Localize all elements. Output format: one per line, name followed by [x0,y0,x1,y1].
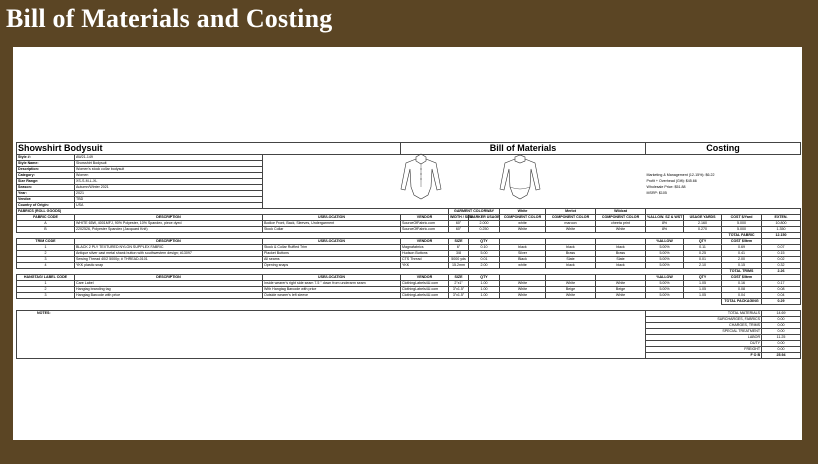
cell: White [596,293,646,299]
trim-col-cost: COST $/Item [722,239,762,245]
fabric-col-usage: USAGE YARDS [684,215,722,221]
cell: White [546,281,596,287]
trim-col-allow: %ALLOW [646,239,684,245]
cell: 0.250 [469,227,500,233]
label-col-allow: %ALLOW [646,275,684,281]
cell: SourceOfFabric.com [401,221,449,227]
cell: 3 [17,257,75,263]
cell: 1.00 [469,281,500,287]
total-packaging-label: TOTAL PACKAGING [722,299,762,305]
cell: White [500,287,546,293]
trim-col-qty2: QTY [684,239,722,245]
year-label: Year: [17,191,75,197]
cell: Care Label [75,281,263,287]
description-value: Women's stock collar bodysuit [75,167,263,173]
product-title: Showshirt Bodysuit [17,143,401,155]
style-value: AW21-149 [75,155,263,161]
cell: Beige [596,287,646,293]
bom-sheet [16,142,800,359]
cell: Hangtag branding tag [75,287,263,293]
duty-label: DUTY [646,341,762,347]
cell: 0.08 [762,287,801,293]
cell: cheeta print [596,221,646,227]
fabric-col-comp1: COMPONENT COLOR [500,215,546,221]
fob-label: F O B [646,353,762,359]
cell: YKK [401,263,449,269]
cell: BLACK 2 PLY TEXTURED NYLON SUPPLEX FABRIC [75,245,263,251]
special-treatment-value: 0.00 [762,329,801,335]
cell: 2.00 [469,263,500,269]
cell: CTS Thread [401,257,449,263]
bom-heading: Bill of Materials [401,143,646,155]
vendor-value: TBD [75,197,263,203]
document-panel [13,47,802,440]
cell: ClothingLabels4U.com [401,281,449,287]
cell: Silver [500,251,546,257]
trim-col-code: TRIM CODE [17,239,75,245]
cell: Stock Collar [263,227,401,233]
fabric-col-vendor: VENDOR [401,215,449,221]
cell: A [17,221,75,227]
cell: 2.10 [684,263,722,269]
cell: 5.00% [646,293,684,299]
category-label: Category: [17,173,75,179]
duty-value: 0.00 [762,341,801,347]
cell: White [596,227,646,233]
cell: Brass [546,251,596,257]
total-materials-value: 14.69 [762,311,801,317]
label-col-desc: DESCRIPTION [75,275,263,281]
special-treatment-label: SPECIAL TREATMENT [646,329,762,335]
style-name-value: Showshirt Bodysuit [75,161,263,167]
cell: 5.000 [722,227,762,233]
freight-value: 0.00 [762,347,801,353]
style-name-label: Style Name: [17,161,75,167]
cell: 15.2mm [449,263,469,269]
cell: 0.25 [684,251,722,257]
trim-col-vendor: VENDOR [401,239,449,245]
cell: 5.00% [646,263,684,269]
slide-title: Bill of Materials and Costing [6,4,333,33]
cell: Outside wearer's left sleeve [263,293,401,299]
label-col-size: SIZE [449,275,469,281]
trim-col-use: USE/LOCATION [263,239,401,245]
cell: 5.00% [646,251,684,257]
cell: Inside wearer's right side seam 7.5 " down from underarm seam [263,281,401,287]
cell: 2 [17,251,75,257]
cell: Black [500,257,546,263]
cell: 1.00 [469,293,500,299]
origin-value: USA [75,203,263,209]
cell: 2.000 [469,221,500,227]
cell: SourceOfFabric.com [401,227,449,233]
cell: Slate [546,257,596,263]
cell: 2202526, Polyester Spandex (Jacquard Knit) [75,227,263,233]
cell: 0.01 [469,257,500,263]
cell: 6" [449,245,469,251]
cell: YKK plastic snap [75,263,263,269]
cell: Bodice Front, Back, Sleeves, Undergarment [263,221,401,227]
cell: 0.08 [722,287,762,293]
labor-value: 11.25 [762,335,801,341]
cell: maroon [546,221,596,227]
cell: 3"x1.5" [449,287,469,293]
fabric-col-cost: COST $/Yard [722,215,762,221]
cell: 8% [646,221,684,227]
costing-line-3: Wholesale Price: $51.88 [646,185,686,189]
fabric-col-width: WIDTH / SIZE [450,215,473,219]
fabric-col-allow: %ALLOW. SZ & WST [647,215,683,219]
cell: 0.15 [722,263,762,269]
total-trims-value: 2.26 [762,269,801,275]
cell: Hudson Buttons [401,251,449,257]
cell: Magnafabrics [401,245,449,251]
total-fabric-value: 12.150 [762,233,801,239]
cell: 3 [17,293,75,299]
size-range-value: XS-S-M-L-XL [75,179,263,185]
cell: 1.05 [684,287,722,293]
surcharges-label: SURCHARGES, FABRICS [646,317,762,323]
label-col-vendor: VENDOR [401,275,449,281]
cell: Sewing Thread 40/2 5000y; # THREAD-0101 [75,257,263,263]
label-col-qty: QTY [469,275,500,281]
cell: 5.00% [646,281,684,287]
cell: 0.02 [762,257,801,263]
cell: 2.160 [684,221,722,227]
cell: 5.000 [722,221,762,227]
cell: 5.00 [469,251,500,257]
cell: 60" [449,221,469,227]
cell: black [546,245,596,251]
cell: Antique silver cast metal shank button with southwestern design; #13097 [75,251,263,257]
cell: 0.17 [762,281,801,287]
fabric-col-exten: EXTEN. [762,215,801,221]
fabric-col-use: USE/LOCATION [263,215,401,221]
colorway-label: GARMENT COLORWAY [449,209,500,215]
category-value: Women [75,173,263,179]
cell: 4 [17,263,75,269]
cell: ClothingLabels4U.com [401,287,449,293]
cell: 0.15 [762,251,801,257]
cell: 2 [17,287,75,293]
cell: Stock & Collar Ruffled Trim [263,245,401,251]
trim-col-desc: DESCRIPTION [75,239,263,245]
cell: 0.04 [722,293,762,299]
cell: 5.00% [646,245,684,251]
cell: ClothingLabels4U.com [401,293,449,299]
trim-col-size: SIZE [449,239,469,245]
cell: 1 [17,281,75,287]
cell: 5.00% [646,257,684,263]
total-packaging-value: 0.29 [762,299,801,305]
cell: White [546,293,596,299]
bom-table [16,142,801,359]
cell: Opening snaps [263,263,401,269]
cell: With Hangtag Barcode with price [263,287,401,293]
cell: 0.01 [684,257,722,263]
cell: 0.69 [722,245,762,251]
cell: 1.05 [684,293,722,299]
freight-label: FREIGHT [646,347,762,353]
cell: Hangtag Barcode with price [75,293,263,299]
label-col-cost: COST $/Item [722,275,762,281]
fabric-col-code: FABRIC CODE [17,215,75,221]
cell: 0.32 [762,263,801,269]
cell: white [500,263,546,269]
cell: 0.04 [762,293,801,299]
colorway-merlot: Merlot [546,209,596,215]
cell: black [500,245,546,251]
fabrics-section-label: FABRICS (ROLL GOODS) [17,209,449,215]
costing-line-1: Marketing & Management (12-15%): $6.22 [646,173,715,177]
cell: 1.350 [762,227,801,233]
cell: 0.07 [762,245,801,251]
total-fabric-label: TOTAL FABRIC [722,233,762,239]
surcharges-value: 0.00 [762,317,801,323]
season-label: Season: [17,185,75,191]
cell: All seams [263,257,401,263]
cell: 8% [646,227,684,233]
cell: 0.41 [722,251,762,257]
costing-line-4: MSRP: $105 [646,191,667,195]
colorway-wildcat: Wildcat [596,209,646,215]
cell: WHITE 65W, 4001MFJ, 90% Polyester, 10% Spandex, piece dyed [75,221,263,227]
style-label: Style #: [17,155,75,161]
cell: B [17,227,75,233]
fabric-col-desc: DESCRIPTION [75,215,263,221]
fabric-col-marker: MARKER USAGE [470,215,500,219]
notes-label: NOTES: [17,311,646,359]
description-label: Description: [17,167,75,173]
fabric-col-comp2: COMPONENT COLOR [546,215,596,221]
cell: 3/8 [449,251,469,257]
total-materials-label: TOTAL MATERIALS [646,311,762,317]
cell: black [596,245,646,251]
cell: white [500,221,546,227]
trim-col-qty: QTY [469,239,500,245]
cell: black [596,263,646,269]
cell: Placket Buttons [263,251,401,257]
cell: 10.800 [762,221,801,227]
cell: White [546,227,596,233]
cell: 1 [17,245,75,251]
origin-label: Country of Origin: [17,203,75,209]
total-trims-label: TOTAL TRIMS [722,269,762,275]
cell: 60" [449,227,469,233]
cell: Slate [596,257,646,263]
cell: 2.00 [722,257,762,263]
cell: 1.05 [684,281,722,287]
labor-label: LABOR [646,335,762,341]
fabric-col-comp3: COMPONENT COLOR [596,215,646,221]
label-col-use: USE/LOCATION [263,275,401,281]
label-col-code: HANGTAG/ LABEL CODE [17,275,75,281]
cell: 5.00% [646,287,684,293]
label-col-qty2: QTY [684,275,722,281]
fob-value: 25.94 [762,353,801,359]
cell: White [500,281,546,287]
costing-heading: Costing [646,143,801,155]
cell: 3"x1.5" [449,293,469,299]
size-range-label: Size Range: [17,179,75,185]
cell: White [500,293,546,299]
cell: 0.10 [469,245,500,251]
cell: 0.270 [684,227,722,233]
colorway-white: White [500,209,546,215]
cell: 1.00 [469,287,500,293]
cell: 2"x1" [449,281,469,287]
cell: 0.11 [684,245,722,251]
cell: Beige [546,287,596,293]
cell: 5000 yds [449,257,469,263]
charges-trims-label: CHARGES, TRIMS [646,323,762,329]
cell: White [500,227,546,233]
cell: White [596,281,646,287]
season-value: Autumn/Winter 2021 [75,185,263,191]
charges-trims-value: 0.00 [762,323,801,329]
cell: black [546,263,596,269]
vendor-label: Vendor: [17,197,75,203]
year-value: 2021 [75,191,263,197]
cell: Brass [596,251,646,257]
cell: 0.16 [722,281,762,287]
costing-line-2: Profit + Overhead (Gift): $45.66 [646,179,697,183]
